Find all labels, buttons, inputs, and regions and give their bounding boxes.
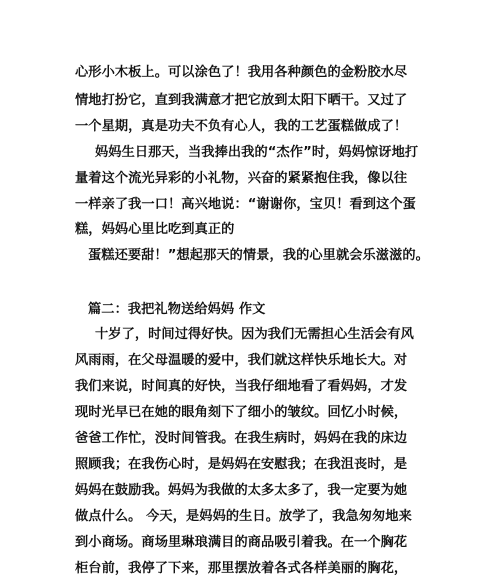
text-line: 我们来说，时间真的好快，当我仔细地看了看妈妈，才发 xyxy=(75,379,408,394)
section-heading: 篇二：我把礼物送给妈妈 作文 xyxy=(88,302,266,317)
text-line: 风雨雨，在父母温暖的爱中，我们就这样快乐地长大。对 xyxy=(75,353,408,368)
text-line: 柜台前，我停了下来，那里摆放着各式各样美丽的胸花， xyxy=(75,561,408,576)
text-line: 蛋糕还要甜！”想起那天的情景，我的心里就会乐滋滋的。 xyxy=(88,248,429,263)
text-line: 糕，妈妈心里比吃到真正的 xyxy=(75,222,235,237)
text-line: 妈妈在鼓励我。妈妈为我做的太多太多了，我一定要为她 xyxy=(75,483,408,498)
text-line: 爸爸工作忙，没时间管我。在我生病时，妈妈在我的床边 xyxy=(75,431,408,446)
text-line: 妈妈生日那天，当我捧出我的“杰作”时，妈妈惊讶地打 xyxy=(95,145,419,160)
text-line: 到小商场。商场里琳琅满目的商品吸引着我。在一个胸花 xyxy=(75,535,408,550)
text-line: 情地打扮它，直到我满意才把它放到太阳下晒干。又过了 xyxy=(75,93,408,108)
text-line: 现时光早已在她的眼角刻下了细小的皱纹。回忆小时候， xyxy=(75,405,408,420)
text-line: 一个星期，真是功夫不负有心人，我的工艺蛋糕做成了！ xyxy=(75,119,408,134)
text-line: 量着这个流光异彩的小礼物，兴奋的紧紧抱住我，像以往 xyxy=(75,171,408,186)
text-line: 十岁了，时间过得好快。因为我们无需担心生活会有风 xyxy=(95,327,414,342)
text-line: 一样亲了我一口！高兴地说：“谢谢你，宝贝！看到这个蛋 xyxy=(75,197,416,212)
text-line: 做点什么。 今天，是妈妈的生日。放学了，我急匆匆地来 xyxy=(75,509,412,524)
text-line: 心形小木板上。可以涂色了！我用各种颜色的金粉胶水尽 xyxy=(75,65,408,80)
text-line: 照顾我；在我伤心时，是妈妈在安慰我；在我沮丧时，是 xyxy=(75,457,408,472)
